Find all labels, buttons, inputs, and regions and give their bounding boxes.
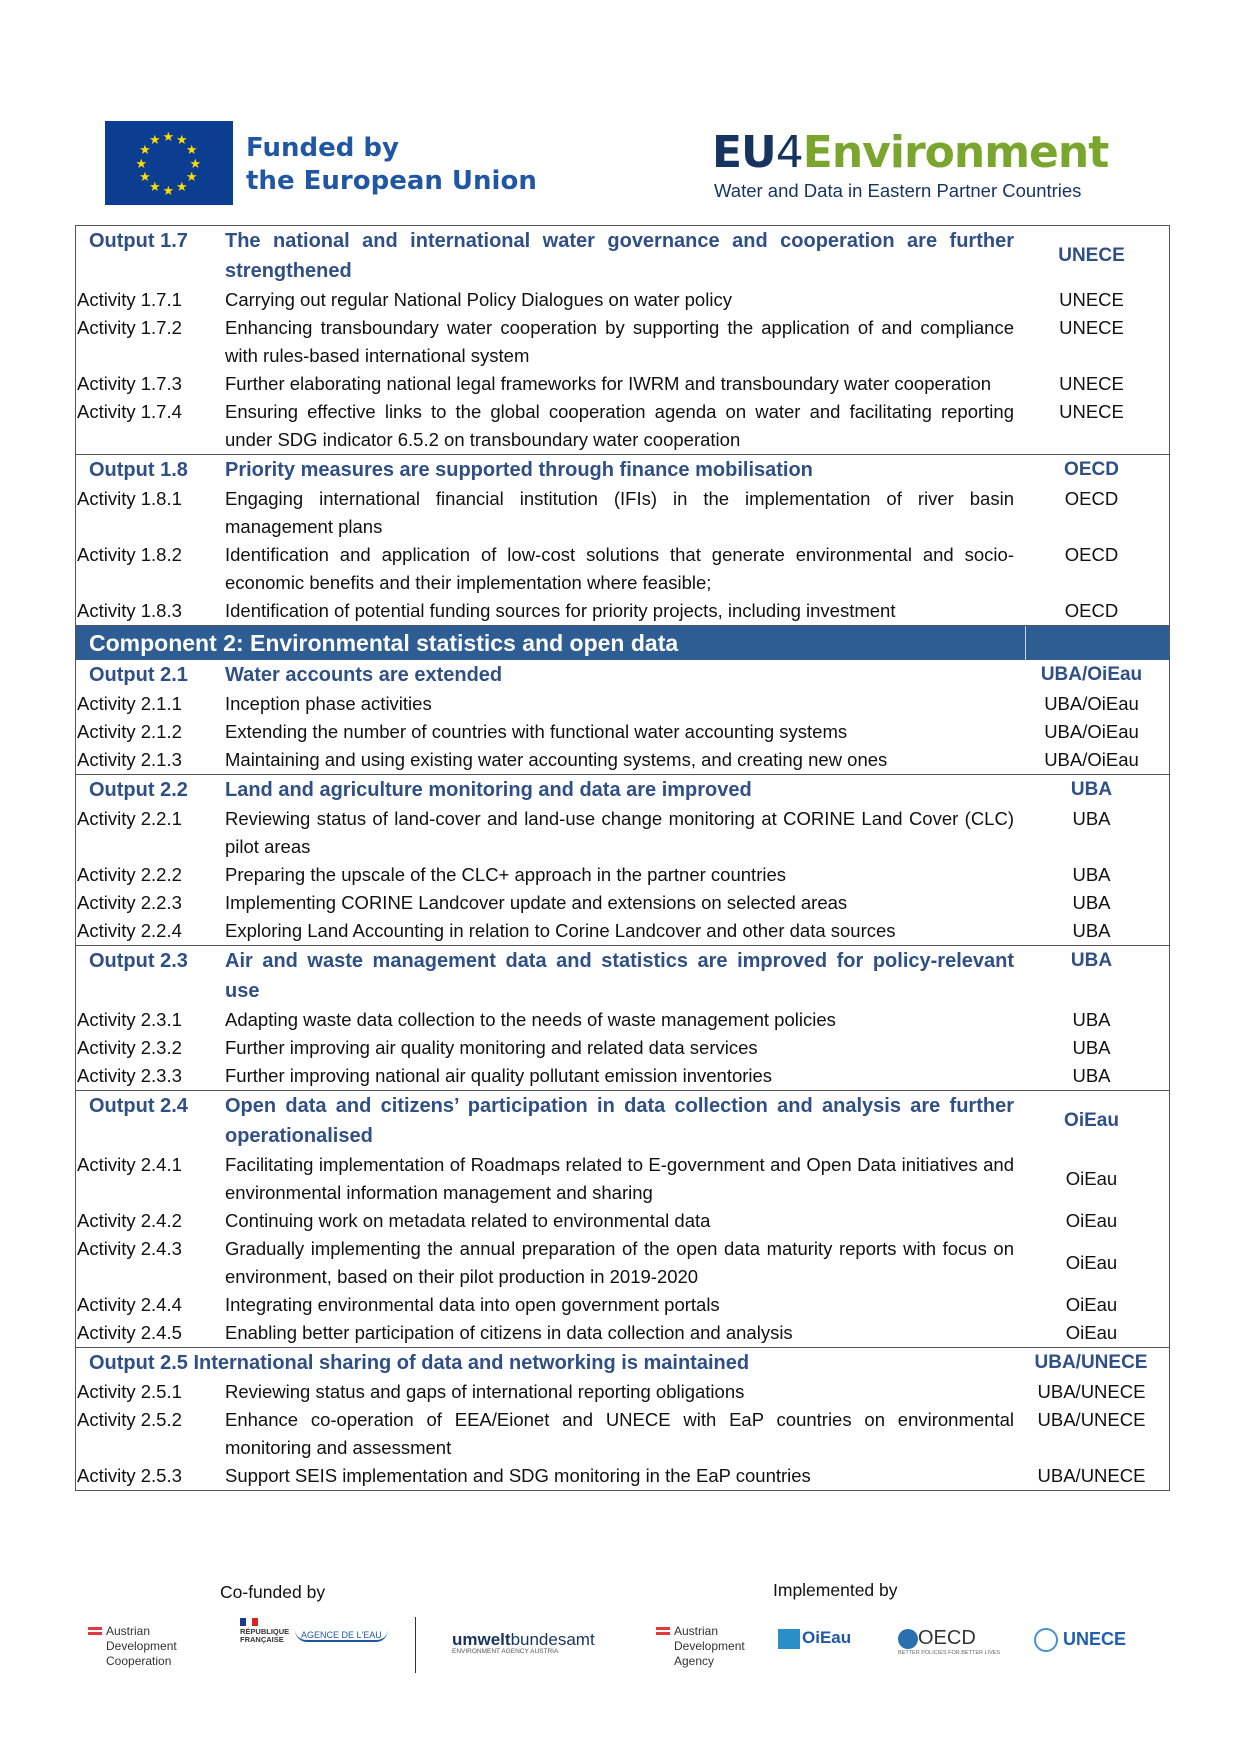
lead-organisation: OECD [1064, 600, 1119, 621]
lead-organisation: UNECE [1059, 317, 1124, 338]
activity-description: Engaging international financial institution (IFIs) in the implementation of river basin management plans [225, 488, 1014, 537]
output-id: Output 2.2 [89, 779, 188, 801]
eu-star-icon: ★ [185, 142, 198, 157]
lead-organisation: UBA [1072, 808, 1111, 829]
lead-organisation: OECD [1064, 459, 1119, 480]
implemented-label: Implemented by [773, 1580, 898, 1600]
lead-organisation: UNECE [1059, 401, 1124, 422]
eu-star-icon: ★ [149, 132, 161, 148]
output-id: Output 1.7 [89, 230, 188, 252]
activity-description: Inception phase activities [225, 693, 432, 714]
activity-id: Activity 2.1.2 [77, 721, 182, 742]
activity-description: Reviewing status of land-cover and land-use change monitoring at CORINE Land Cover (CLC) pilot areas [225, 808, 1014, 857]
activity-row [76, 718, 1169, 746]
eu-star-icon: ★ [135, 155, 148, 171]
lead-organisation: OiEau [1065, 1252, 1118, 1273]
activity-description: Exploring Land Accounting in relation to Corine Landcover and other data sources [225, 920, 896, 941]
activity-id: Activity 2.1.1 [77, 693, 182, 714]
eu-star-icon: ★ [176, 132, 188, 148]
activity-row [76, 1378, 1169, 1406]
activity-row [76, 1462, 1169, 1490]
lead-organisation: UBA/UNECE [1037, 1381, 1146, 1402]
activity-id: Activity 2.5.1 [77, 1381, 182, 1402]
output-row [76, 454, 1169, 485]
cofunded-label: Co-funded by [220, 1582, 326, 1602]
output-id: Output 2.4 [89, 1095, 188, 1117]
activity-id: Activity 2.5.3 [77, 1465, 182, 1486]
activity-description: Identification and application of low-cost solutions that generate environmental and socio-economic benefits and their implementation where feasible; [225, 544, 1014, 593]
activity-row [76, 1319, 1169, 1347]
oecd-logo: OECD BETTER POLICIES FOR BETTER LIVES [898, 1627, 1001, 1656]
output-row [76, 226, 1169, 286]
activity-description: Gradually implementing the annual preparation of the open data maturity reports with focus on environment, based on their pilot production in 2019-2020 [225, 1238, 1014, 1287]
lead-organisation: OECD [1064, 544, 1119, 565]
component-lead [1025, 626, 1169, 660]
umweltbundesamt-logo: umweltbundesamt ENVIRONMENT AGENCY AUSTRIA [452, 1630, 595, 1655]
output-description: Land and agriculture monitoring and data are improved [225, 779, 752, 801]
lead-organisation: UBA [1070, 950, 1113, 971]
activity-description: Identification of potential funding sources for priority projects, including investment [225, 600, 896, 621]
eu-star-icon: ★ [162, 128, 175, 144]
eu-star-icon: ★ [139, 142, 151, 157]
eu4environment-logo: EU4Environment [712, 127, 1109, 178]
activity-description: Maintaining and using existing water accounting systems, and creating new ones [225, 749, 888, 770]
lead-organisation: UBA [1072, 1065, 1111, 1086]
eu-star-icon: ★ [162, 182, 175, 198]
activity-id: Activity 2.2.3 [77, 892, 182, 913]
activity-description: Ensuring effective links to the global cooperation agenda on water and facilitating reporting under SDG indicator 6.5.2 on transboundary water cooperation [225, 401, 1014, 450]
activity-row [76, 917, 1169, 945]
output-row [76, 660, 1169, 690]
lead-organisation: UBA [1072, 920, 1111, 941]
activity-description: Further improving national air quality pollutant emission inventories [225, 1065, 773, 1086]
activity-id: Activity 1.8.3 [77, 600, 182, 621]
activity-row [76, 286, 1169, 314]
activity-row [76, 1207, 1169, 1235]
activity-id: Activity 2.3.1 [77, 1009, 182, 1030]
lead-organisation: OiEau [1065, 1168, 1118, 1189]
lead-organisation: OiEau [1065, 1210, 1118, 1231]
oieau-logo: OiEau [778, 1628, 851, 1649]
eu-funded-text: Funded by the European Union [246, 133, 537, 196]
activity-description: Adapting waste data collection to the needs of waste management policies [225, 1009, 836, 1030]
activity-row [76, 861, 1169, 889]
agence-de-leau-logo: AGENCE DE L'EAU [295, 1630, 388, 1642]
eu4environment-subtitle: Water and Data in Eastern Partner Countries [714, 180, 1082, 201]
austrian-development-cooperation-logo: Austrian Development Cooperation [88, 1624, 177, 1669]
lead-organisation: UBA [1070, 779, 1113, 800]
activity-row [76, 485, 1169, 541]
activity-description: Continuing work on metadata related to environmental data [225, 1210, 711, 1231]
activity-id: Activity 2.2.4 [77, 920, 182, 941]
activities-table [75, 225, 1170, 1491]
activity-description: Extending the number of countries with functional water accounting systems [225, 721, 848, 742]
activity-id: Activity 1.7.4 [77, 401, 182, 422]
activity-id: Activity 2.4.5 [77, 1322, 182, 1343]
activity-row [76, 370, 1169, 398]
austrian-development-agency-logo: Austrian Development Agency [656, 1624, 745, 1669]
lead-organisation: UNECE [1059, 373, 1124, 394]
activity-id: Activity 2.4.2 [77, 1210, 182, 1231]
activity-description: Enhancing transboundary water cooperation by supporting the application of and compliance with rules-based international system [225, 317, 1014, 366]
lead-organisation: UBA [1072, 864, 1111, 885]
activity-row [76, 314, 1169, 370]
activity-row [76, 398, 1169, 454]
activity-description: Enabling better participation of citizens in data collection and analysis [225, 1322, 793, 1343]
activity-row [76, 1034, 1169, 1062]
activity-id: Activity 2.4.1 [77, 1154, 182, 1175]
activity-id: Activity 1.8.2 [77, 544, 182, 565]
unece-logo: UNECE [1034, 1628, 1126, 1652]
activity-description: Further elaborating national legal frameworks for IWRM and transboundary water cooperation [225, 373, 992, 394]
activity-description: Integrating environmental data into open government portals [225, 1294, 720, 1315]
eu-star-icon: ★ [185, 169, 198, 184]
activity-id: Activity 2.3.2 [77, 1037, 182, 1058]
activity-id: Activity 1.7.2 [77, 317, 182, 338]
activity-row [76, 541, 1169, 597]
lead-organisation: OiEau [1065, 1322, 1118, 1343]
activity-description: Reviewing status and gaps of international reporting obligations [225, 1381, 745, 1402]
activity-description: Preparing the upscale of the CLC+ approach in the partner countries [225, 864, 786, 885]
lead-organisation: OiEau [1064, 1110, 1119, 1131]
lead-organisation: OECD [1064, 488, 1119, 509]
activity-id: Activity 2.4.4 [77, 1294, 182, 1315]
activity-id: Activity 1.7.3 [77, 373, 182, 394]
lead-organisation: UBA [1072, 1009, 1111, 1030]
activity-description: Further improving air quality monitoring and related data services [225, 1037, 758, 1058]
lead-organisation: UBA [1072, 1037, 1111, 1058]
activity-description: Carrying out regular National Policy Dialogues on water policy [225, 289, 732, 310]
lead-organisation: UBA/OiEau [1044, 721, 1139, 742]
activity-description: Implementing CORINE Landcover update and extensions on selected areas [225, 892, 848, 913]
lead-organisation: UBA/UNECE [1037, 1465, 1146, 1486]
component-title: Component 2: Environmental statistics and open data [89, 630, 679, 656]
activity-row [76, 1406, 1169, 1462]
output-description: The national and international water governance and cooperation are further strengthened [225, 230, 1014, 282]
output-id: Output 2.3 [89, 950, 188, 972]
eu-flag-logo [105, 121, 233, 205]
output-id: Output 2.1 [89, 664, 188, 686]
activity-row [76, 746, 1169, 774]
lead-organisation: UBA/OiEau [1040, 664, 1143, 685]
activity-id: Activity 2.2.2 [77, 864, 182, 885]
activity-id: Activity 2.4.3 [77, 1238, 182, 1259]
lead-organisation: UBA/OiEau [1044, 749, 1139, 770]
eu-star-icon: ★ [189, 155, 202, 171]
activity-row [76, 597, 1169, 625]
lead-organisation: OiEau [1065, 1294, 1118, 1315]
activity-row [76, 889, 1169, 917]
activity-id: Activity 2.2.1 [77, 808, 182, 829]
output-title: Output 2.5 International sharing of data and networking is maintained [89, 1352, 750, 1374]
activity-description: Enhance co-operation of EEA/Eionet and UNECE with EaP countries on environmental monitoring and assessment [225, 1409, 1014, 1458]
output-row [76, 1090, 1169, 1151]
activity-row [76, 1151, 1169, 1207]
activity-id: Activity 2.5.2 [77, 1409, 182, 1430]
output-description: Air and waste management data and statistics are improved for policy-relevant use [225, 950, 1014, 1002]
lead-organisation: UBA/UNECE [1037, 1409, 1146, 1430]
footer-divider [415, 1617, 416, 1673]
component-header-row [76, 625, 1169, 660]
output-row [76, 774, 1169, 805]
republique-francaise-logo: RÉPUBLIQUE FRANÇAISE [240, 1618, 289, 1644]
eu-star-icon: ★ [176, 178, 188, 194]
activity-row [76, 1291, 1169, 1319]
activity-row [76, 1006, 1169, 1034]
output-row [76, 945, 1169, 1006]
activity-row [76, 1062, 1169, 1090]
activity-id: Activity 2.3.3 [77, 1065, 182, 1086]
eu-star-icon: ★ [149, 178, 161, 194]
activity-id: Activity 2.1.3 [77, 749, 182, 770]
lead-organisation: UNECE [1058, 245, 1125, 266]
activity-row [76, 805, 1169, 861]
lead-organisation: UNECE [1059, 289, 1124, 310]
activity-description: Facilitating implementation of Roadmaps related to E-government and Open Data initiatives and environmental information management and sharing [225, 1154, 1014, 1203]
activity-row [76, 690, 1169, 718]
output-description: Priority measures are supported through finance mobilisation [225, 459, 813, 481]
lead-organisation: UBA/OiEau [1044, 693, 1139, 714]
activity-description: Support SEIS implementation and SDG monitoring in the EaP countries [225, 1465, 811, 1486]
lead-organisation: UBA [1072, 892, 1111, 913]
activity-id: Activity 1.8.1 [77, 488, 182, 509]
output-id: Output 1.8 [89, 459, 188, 481]
eu-star-icon: ★ [139, 169, 151, 184]
output-lead: UBA/UNECE [1034, 1352, 1148, 1373]
output-row [76, 1347, 1169, 1378]
activity-row [76, 1235, 1169, 1291]
activity-id: Activity 1.7.1 [77, 289, 182, 310]
output-description: Water accounts are extended [225, 664, 503, 686]
output-description: Open data and citizens’ participation in data collection and analysis are further operationalised [225, 1095, 1014, 1147]
